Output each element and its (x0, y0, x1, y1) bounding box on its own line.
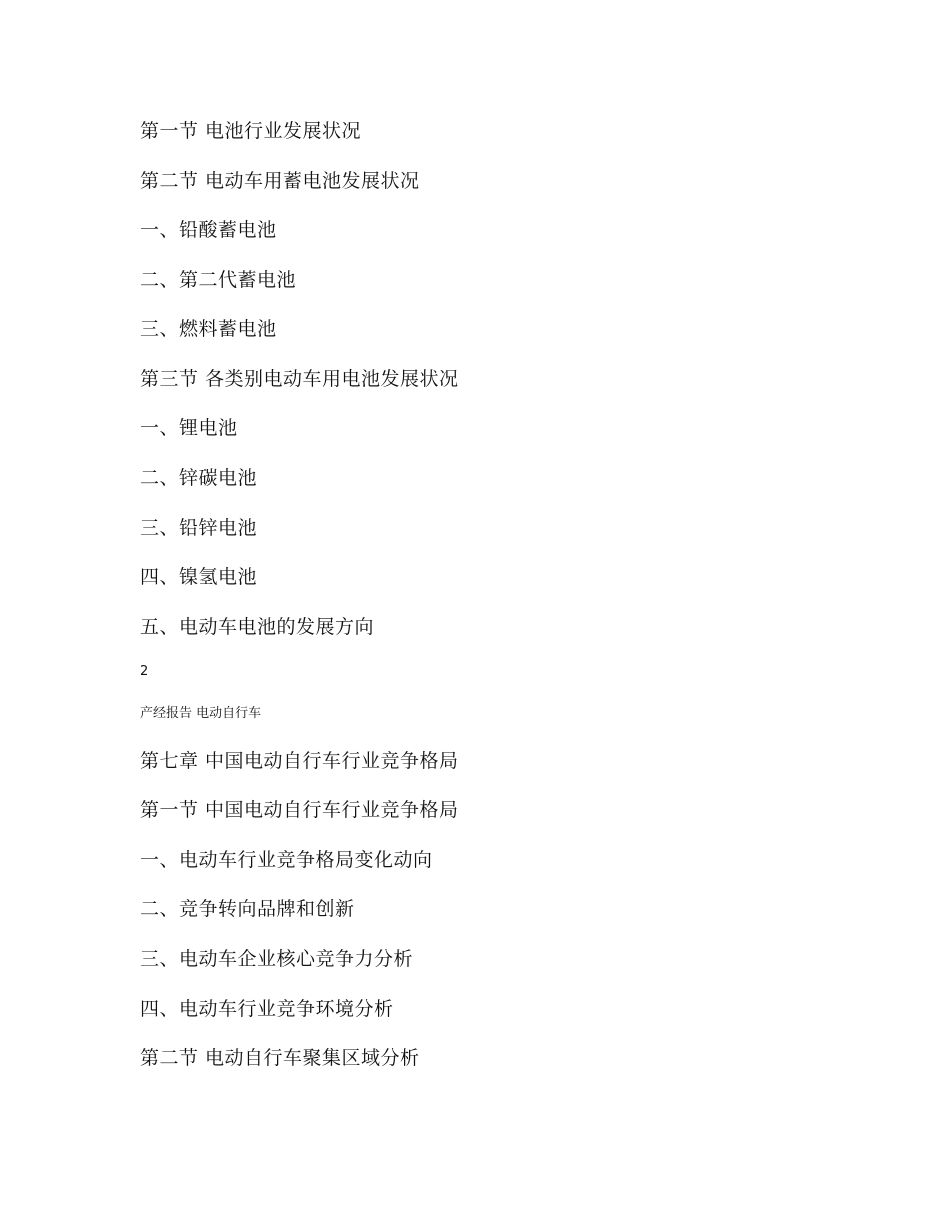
toc-section-heading: 第一节 中国电动自行车行业竞争格局 (140, 799, 459, 821)
toc-item: 二、锌碳电池 (140, 467, 258, 489)
toc-item: 四、电动车行业竞争环境分析 (140, 998, 394, 1020)
running-header: 产经报告 电动自行车 (140, 706, 262, 721)
toc-item: 一、铅酸蓄电池 (140, 219, 277, 241)
toc-chapter-heading: 第七章 中国电动自行车行业竞争格局 (140, 750, 459, 772)
page-number: 2 (140, 664, 149, 679)
toc-item: 四、镍氢电池 (140, 566, 258, 588)
toc-item: 三、燃料蓄电池 (140, 318, 277, 340)
toc-section-heading: 第二节 电动车用蓄电池发展状况 (140, 170, 420, 192)
toc-section-heading: 第一节 电池行业发展状况 (140, 120, 362, 142)
toc-section-heading: 第三节 各类别电动车用电池发展状况 (140, 368, 459, 390)
toc-section-heading: 第二节 电动自行车聚集区域分析 (140, 1047, 420, 1069)
toc-item: 一、锂电池 (140, 417, 238, 439)
toc-item: 二、第二代蓄电池 (140, 269, 297, 291)
toc-item: 三、电动车企业核心竞争力分析 (140, 948, 414, 970)
toc-item: 五、电动车电池的发展方向 (140, 616, 375, 638)
toc-item: 二、竞争转向品牌和创新 (140, 898, 355, 920)
toc-item: 一、电动车行业竞争格局变化动向 (140, 849, 433, 871)
toc-item: 三、铅锌电池 (140, 517, 258, 539)
